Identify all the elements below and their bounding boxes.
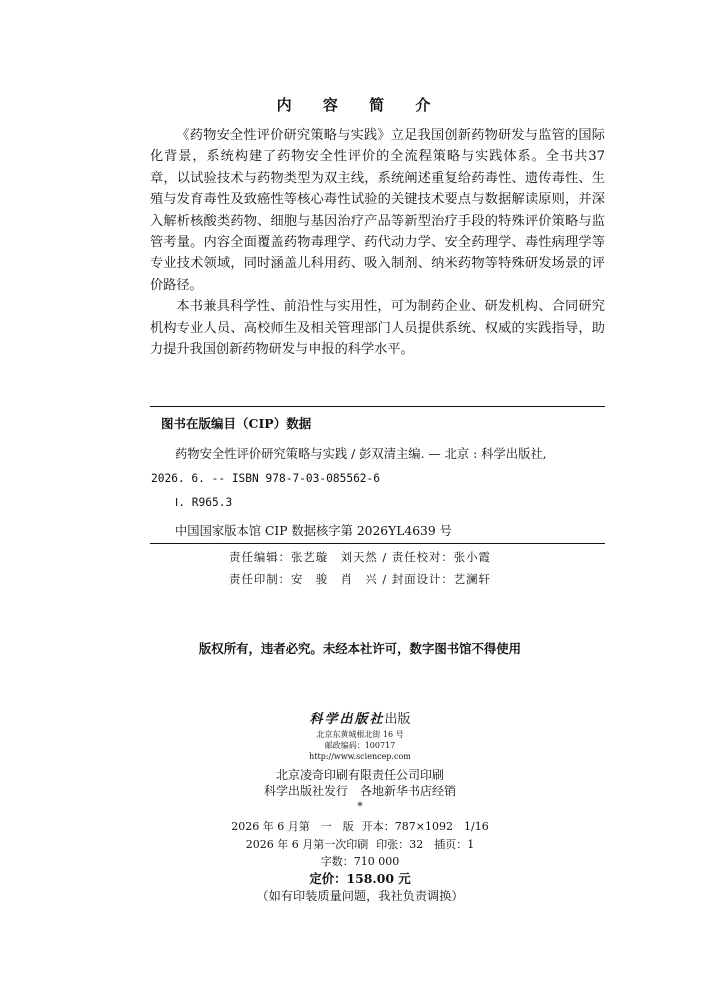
distribution-line: 科学出版社发行 各地新华书店经销 [263,784,456,798]
cip-top-rule [150,406,605,407]
intro-paragraph-1: 《药物安全性评价研究策略与实践》立足我国创新药物研发与监管的国际化背景，系统构建了药物安全性评价的全流程策略与实践体系。全书共37 章，以试验技术与药物类型为双主线，系统阐述重复给药毒性、遗传毒性、生殖与发育毒性及致癌性等核心毒性试验的关键技术要点与数据解读原则，并深入解析核酸类药物、细胞与基因治疗产品等新型治疗手段的特殊评价策略与监管考量。内容全面覆盖药物毒理学、药代动力学、安全药理学、毒性病理学等专业技术领域，同时涵盖儿科用药、吸入制剂、纳米药物等特殊研发场景的评价路径。 [150,128,605,293]
word-count: 字数：710 000 [320,855,400,868]
staff-line-2: 责任印制：安 骏 肖 兴 / 封面设计：艺澜轩 [229,572,491,586]
staff-line-1: 责任编辑：张艺璇 刘天然 / 责任校对：张小霞 [229,550,491,564]
sheets-info: 印张：32 插页：1 [376,838,475,851]
cip-line-3: Ⅰ. R965.3 [175,496,233,509]
intro-paragraph-2: 本书兼具科学性、前沿性与实用性，可为制药企业、研发机构、合同研究机构专业人员、高校师生及相关管理部门人员提供系统、权威的实践指导，助力提升我国创新药物研发与申报的科学水平。 [150,299,605,358]
separator-star: * [357,800,363,813]
publisher-suffix: 出版 [384,712,411,727]
page-title: 内 容 简 介 [276,96,444,114]
printer-line: 北京凌奇印刷有限责任公司印刷 [275,768,444,782]
publisher-logo-text: 科学出版社 [309,712,385,727]
cip-heading: 图书在版编目（CIP）数据 [161,416,312,431]
price: 定价：158.00 元 [309,871,411,886]
cip-line-1: 药物安全性评价研究策略与实践 / 彭双清主编. — 北京 : 科学出版社, [175,447,547,461]
cip-line-2: 2026. 6. -- ISBN 978-7-03-085562-6 [151,472,381,485]
format-size: 开本：787×1092 1/16 [361,820,489,833]
edition-date: 2026 年 6 月第 一 版 [231,820,354,833]
publisher-line [0,708,720,727]
quality-note: （如有印装质量问题，我社负责调换） [256,889,464,903]
publisher-address: 北京东黄城根北街 16 号 [316,730,404,739]
cip-line-4: 中国国家版本馆 CIP 数据核字第 2026YL4639 号 [175,524,452,538]
print-date: 2026 年 6 月第一次印刷 [245,838,369,851]
introduction-body [150,125,605,360]
cip-bottom-rule [150,543,605,544]
publisher-url: http://www.sciencep.com [309,752,411,761]
edition-line-1 [0,818,720,834]
copyright-notice: 版权所有，违者必究。未经本社许可，数字图书馆不得使用 [198,641,522,656]
publisher-zipcode: 邮政编码：100717 [324,741,396,750]
edition-line-2 [0,836,720,852]
